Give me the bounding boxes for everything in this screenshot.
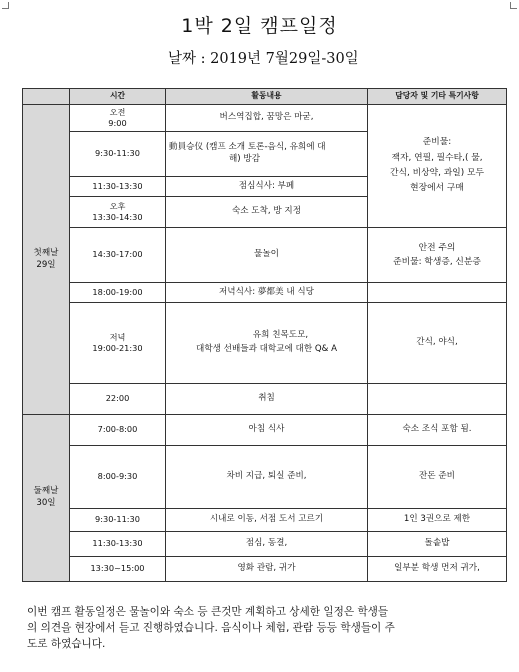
table-row bbox=[23, 228, 507, 283]
time-cell: 오전 9:00 bbox=[70, 105, 166, 132]
page-title: 1박 2일 캠프일정 bbox=[181, 15, 338, 37]
table-header-row bbox=[23, 89, 507, 105]
time-cell: 11:30-13:30 bbox=[70, 532, 166, 557]
header-notes: 담당자 및 기타 특기사항 bbox=[368, 89, 507, 105]
page-corner-mark bbox=[510, 2, 517, 9]
table-row bbox=[23, 303, 507, 384]
notes-cell: 1인 3권으로 제한 bbox=[368, 509, 507, 532]
activity-cell: 動員승仪 (캠프 소개 토론-음식, 유희에 대 해) 방감 bbox=[166, 132, 368, 177]
header-time: 시간 bbox=[70, 89, 166, 105]
time-cell: 22:00 bbox=[70, 384, 166, 415]
activity-cell: 저녁식사: 夢都美 내 식당 bbox=[166, 283, 368, 303]
table-row bbox=[23, 415, 507, 446]
activity-cell: 물놀이 bbox=[166, 228, 368, 283]
notes-cell: 숙소 조식 포함 됨. bbox=[368, 415, 507, 446]
schedule-table bbox=[22, 88, 507, 582]
footnote-paragraph: 이번 캠프 활동일정은 물놀이와 숙소 등 큰것만 계획하고 상세한 일정은 학생들 의 의견을 현장에서 듣고 진행하였습니다. 음식이나 체험, 관람 등등 학생들이 주 도로 하였습니다. bbox=[27, 606, 395, 651]
time-cell: 저녁 19:00-21:30 bbox=[70, 303, 166, 384]
notes-cell: 돌솥밥 bbox=[368, 532, 507, 557]
notes-cell: 간식, 야식, bbox=[368, 303, 507, 384]
time-cell: 7:00-8:00 bbox=[70, 415, 166, 446]
header-activity: 활동내용 bbox=[166, 89, 368, 105]
table-row bbox=[23, 557, 507, 582]
activity-cell: 영화 관람, 귀가 bbox=[166, 557, 368, 582]
activity-cell: 차비 지급, 퇴실 준비, bbox=[166, 446, 368, 509]
time-cell: 14:30-17:00 bbox=[70, 228, 166, 283]
time-cell: 9:30-11:30 bbox=[70, 132, 166, 177]
activity-cell: 취침 bbox=[166, 384, 368, 415]
time-cell: 18:00-19:00 bbox=[70, 283, 166, 303]
time-cell: 오후 13:30-14:30 bbox=[70, 197, 166, 228]
notes-cell: 준비물: 잭자, 연필, 필수타,( 물, 간식, 비상약, 과일) 모두 현장에서 구매 bbox=[368, 105, 507, 228]
notes-cell: 잔돈 준비 bbox=[368, 446, 507, 509]
activity-cell: 시내로 이동, 서점 도서 고르기 bbox=[166, 509, 368, 532]
activity-cell: 아침 식사 bbox=[166, 415, 368, 446]
page-corner-mark bbox=[2, 2, 9, 9]
table-row bbox=[23, 509, 507, 532]
activity-cell: 점심, 동결, bbox=[166, 532, 368, 557]
table-row bbox=[23, 532, 507, 557]
activity-cell: 점심식사: 부페 bbox=[166, 177, 368, 197]
notes-cell: 일부분 학생 먼저 귀가, bbox=[368, 557, 507, 582]
time-cell: 8:00-9:30 bbox=[70, 446, 166, 509]
time-cell: 11:30-13:30 bbox=[70, 177, 166, 197]
day2-label: 둘째날 30일 bbox=[23, 415, 70, 582]
table-row bbox=[23, 446, 507, 509]
table-row bbox=[23, 105, 507, 132]
time-cell: 13:30~15:00 bbox=[70, 557, 166, 582]
notes-cell bbox=[368, 283, 507, 303]
day1-label: 첫째날 29일 bbox=[23, 105, 70, 415]
date-line: 날짜 : 2019년 7월29일-30일 bbox=[168, 51, 359, 67]
notes-cell: 안전 주의 준비물: 학생증, 신분증 bbox=[368, 228, 507, 283]
table-row bbox=[23, 283, 507, 303]
time-cell: 9:30-11:30 bbox=[70, 509, 166, 532]
notes-cell bbox=[368, 384, 507, 415]
table-row bbox=[23, 384, 507, 415]
activity-cell: 유희 친목도모, 대학생 선배들과 대학교에 대한 Q& A bbox=[166, 303, 368, 384]
activity-cell: 숙소 도착, 방 지정 bbox=[166, 197, 368, 228]
activity-cell: 버스역집합, 꿈망은 마굳, bbox=[166, 105, 368, 132]
header-day bbox=[23, 89, 70, 105]
